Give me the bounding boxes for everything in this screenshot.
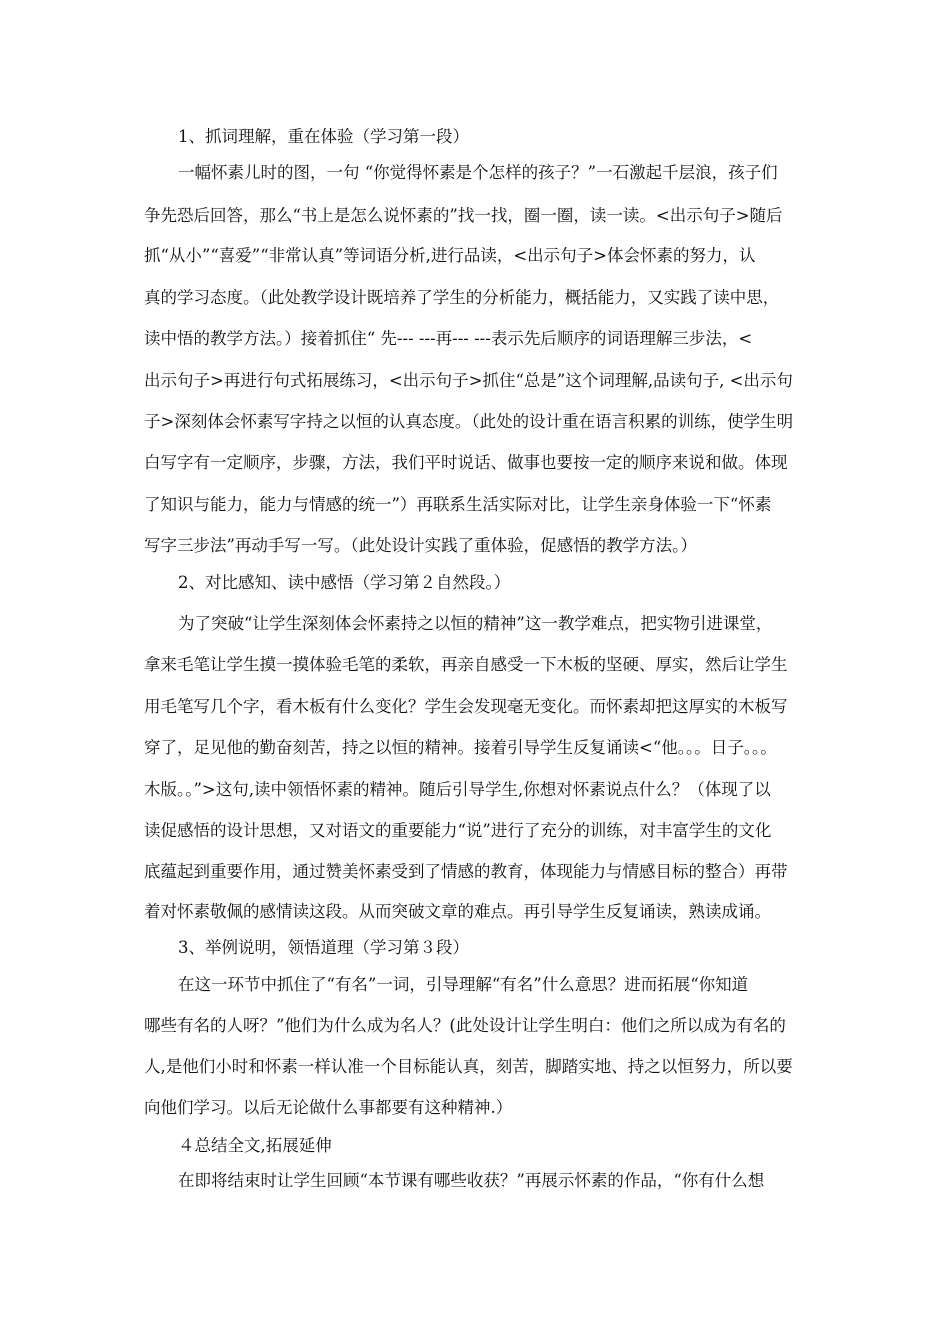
paragraph-line: 一幅怀素儿时的图，一句 “你觉得怀素是个怎样的孩子？”一石激起千层浪，孩子们 xyxy=(178,163,778,182)
paragraph-line: 人,是他们小时和怀素一样认准一个目标能认真，刻苦，脚踏实地、持之以恒努力，所以要 xyxy=(144,1057,793,1076)
paragraph-line: 着对怀素敬佩的感情读这段。从而突破文章的难点。再引导学生反复诵读，熟读成诵。 xyxy=(144,902,771,921)
paragraph-line: 底蕴起到重要作用，通过赞美怀素受到了情感的教育，体现能力与情感目标的整合）再带 xyxy=(144,862,788,881)
paragraph-line: 木版。。”>这句,读中领悟怀素的精神。随后引导学生,你想对怀素说点什么？（体现了以 xyxy=(144,780,771,799)
paragraph-line: 真的学习态度。（此处教学设计既培养了学生的分析能力，概括能力，又实践了读中思， xyxy=(144,288,780,307)
paragraph-line: 了知识与能力，能力与情感的统一”）再联系生活实际对比，让学生亲身体验一下“怀素 xyxy=(144,495,772,514)
paragraph-line: 用毛笔写几个字，看木板有什么变化？学生会发现毫无变化。而怀素却把这厚实的木板写 xyxy=(144,697,788,716)
paragraph-line: 读中悟的教学方法。）接着抓住“ 先--- ---再--- ---表示先后顺序的词语理解三步法，< xyxy=(144,329,753,348)
paragraph-line: 白写字有一定顺序，步骤，方法，我们平时说话、做事也要按一定的顺序来说和做。体现 xyxy=(144,453,788,472)
paragraph-line: 争先恐后回答，那么“书上是怎么说怀素的”找一找，圈一圈，读一读。<出示句子>随后 xyxy=(144,206,783,225)
paragraph-line: 为了突破“让学生深刻体会怀素持之以恒的精神”这一教学难点，把实物引进课堂， xyxy=(178,614,773,633)
paragraph-line: 在这一环节中抓住了“有名”一词，引导理解“有名”什么意思？进而拓展“你知道 xyxy=(178,975,749,994)
paragraph-line: 子>深刻体会怀素写字持之以恒的认真态度。（此处的设计重在语言积累的训练，使学生明 xyxy=(144,412,794,431)
paragraph-line: 在即将结束时让学生回顾“本节课有哪些收获？”再展示怀素的作品，“你有什么想 xyxy=(178,1171,765,1190)
paragraph-line: 抓“从小”“喜爱”“非常认真”等词语分析,进行品读，<出示句子>体会怀素的努力，认 xyxy=(144,246,756,265)
heading-4: ４总结全文,拓展延伸 xyxy=(178,1136,332,1155)
paragraph-line: 拿来毛笔让学生摸一摸体验毛笔的柔软，再亲自感受一下木板的坚硬、厚实，然后让学生 xyxy=(144,655,788,674)
paragraph-line: 向他们学习。以后无论做什么事都要有这种精神.） xyxy=(144,1098,513,1117)
heading-2: 2、对比感知、读中感悟（学习第２自然段。） xyxy=(178,573,511,592)
heading-3: 3、举例说明，领悟道理（学习第３段） xyxy=(178,938,469,957)
paragraph-line: 写字三步法”再动手写一写。（此处设计实践了重体验，促感悟的教学方法。） xyxy=(144,536,697,555)
paragraph-line: 哪些有名的人呀？”他们为什么成为名人？(此处设计让学生明白：他们之所以成为有名的 xyxy=(144,1016,786,1035)
paragraph-line: 穿了，足见他的勤奋刻苦，持之以恒的精神。接着引导学生反复诵读<“他。。。日子。。。 xyxy=(144,738,777,757)
heading-1: 1、抓词理解，重在体验（学习第一段） xyxy=(178,127,469,146)
paragraph-line: 读促感悟的设计思想，又对语文的重要能力“说”进行了充分的训练，对丰富学生的文化 xyxy=(144,821,772,840)
paragraph-line: 出示句子>再进行句式拓展练习，<出示句子>抓住“总是”这个词理解,品读句子, <出示句 xyxy=(144,371,793,390)
